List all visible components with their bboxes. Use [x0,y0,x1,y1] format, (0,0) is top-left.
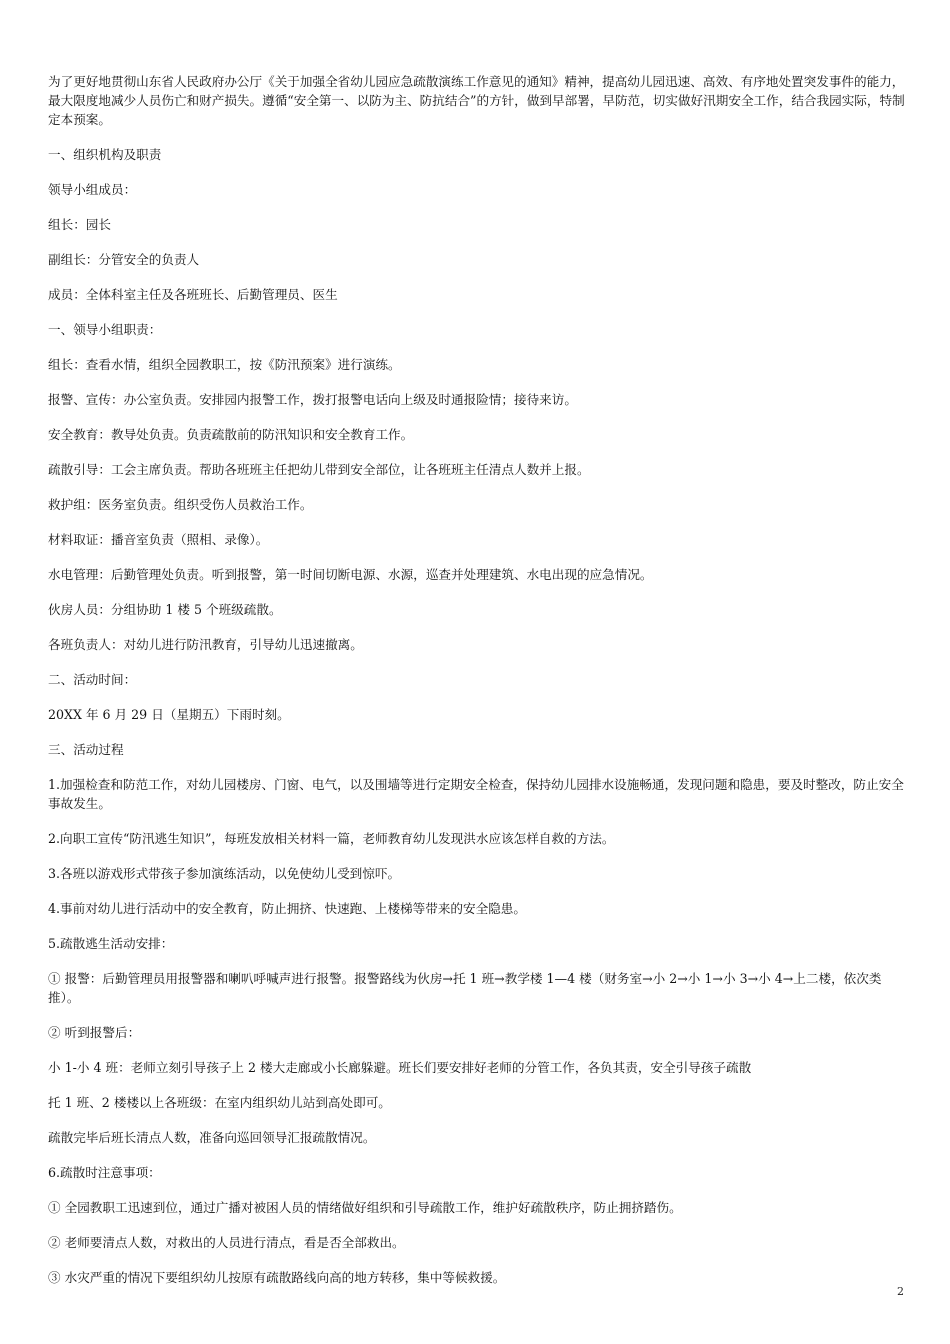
paragraph: 材料取证：播音室负责（照相、录像）。 [48,532,269,547]
paragraph: 1.加强检查和防范工作，对幼儿园楼房、门窗、电气，以及围墙等进行定期安全检查，保持幼儿园排水设施畅通，发现问题和隐患，要及时整改，防止安全事故发生。 [48,777,904,811]
paragraph: 成员：全体科室主任及各班班长、后勤管理员、医生 [48,287,338,302]
section-heading-time: 二、活动时间： [48,672,137,687]
paragraph: 副组长：分管安全的负责人 [48,252,200,267]
paragraph: 6.疏散时注意事项： [48,1165,161,1180]
paragraph: 水电管理：后勤管理处负责。听到报警，第一时间切断电源、水源，巡查并处理建筑、水电出现的应急情况。 [48,567,653,582]
paragraph: 救护组：医务室负责。组织受伤人员救治工作。 [48,497,313,512]
section-heading-duties: 一、领导小组职责： [48,322,162,337]
paragraph: 小 1-小 4 班：老师立刻引导孩子上 2 楼大走廊或小长廊躲避。班长们要安排好老师的分管工作，各负其责，安全引导孩子疏散 [48,1060,752,1075]
paragraph: 5.疏散逃生活动安排： [48,936,174,951]
paragraph: 各班负责人：对幼儿进行防汛教育，引导幼儿迅速撤离。 [48,637,363,652]
paragraph: 伙房人员：分组协助 1 楼 5 个班级疏散。 [48,602,282,617]
paragraph: 报警、宣传：办公室负责。安排园内报警工作，拨打报警电话向上级及时通报险情；接待来访。 [48,392,577,407]
document-body [48,72,908,1303]
page-number: 2 [897,1285,904,1298]
paragraph: 疏散引导：工会主席负责。帮助各班班主任把幼儿带到安全部位，让各班班主任清点人数并上报。 [48,462,590,477]
paragraph: 3.各班以游戏形式带孩子参加演练活动，以免使幼儿受到惊吓。 [48,866,401,881]
section-heading-organization: 一、组织机构及职责 [48,147,162,162]
paragraph: 组长：查看水情，组织全园教职工，按《防汛预案》进行演练。 [48,357,401,372]
paragraph: 2.向职工宣传“防汛逃生知识”，每班发放相关材料一篇，老师教育幼儿发现洪水应该怎样自救的方法。 [48,831,615,846]
paragraph: 4.事前对幼儿进行活动中的安全教育，防止拥挤、快速跑、上楼梯等带来的安全隐患。 [48,901,526,916]
paragraph: 托 1 班、2 楼楼以上各班级：在室内组织幼儿站到高处即可。 [48,1095,391,1110]
paragraph: 安全教育：教导处负责。负责疏散前的防汛知识和安全教育工作。 [48,427,414,442]
paragraph: 领导小组成员： [48,182,137,197]
paragraph: ② 老师要清点人数，对救出的人员进行清点，看是否全部救出。 [48,1235,405,1250]
intro-paragraph: 为了更好地贯彻山东省人民政府办公厅《关于加强全省幼儿园应急疏散演练工作意见的通知》精神，提高幼儿园迅速、高效、有序地处置突发事件的能力，最大限度地减少人员伤亡和财产损失。遵循“安全第一、以防为主、防抗结合”的方针，做到早部署，早防范，切实做好汛期安全工作，结合我园实际，特制定本预案。 [48,74,905,127]
paragraph: ① 全园教职工迅速到位，通过广播对被困人员的情绪做好组织和引导疏散工作，维护好疏散秩序，防止拥挤踏伤。 [48,1200,682,1215]
paragraph: 疏散完毕后班长清点人数，准备向巡回领导汇报疏散情况。 [48,1130,376,1145]
paragraph: ① 报警：后勤管理员用报警器和喇叭呼喊声进行报警。报警路线为伙房→托 1 班→教学楼 1—4 楼（财务室→小 2→小 1→小 3→小 4→上二楼，依次类推）。 [48,971,882,1005]
section-heading-process: 三、活动过程 [48,742,124,757]
paragraph: ② 听到报警后： [48,1025,141,1040]
paragraph: 组长：园长 [48,217,111,232]
paragraph: 20XX 年 6 月 29 日（星期五）下雨时刻。 [48,707,290,722]
paragraph: ③ 水灾严重的情况下要组织幼儿按原有疏散路线向高的地方转移，集中等候救援。 [48,1270,506,1285]
